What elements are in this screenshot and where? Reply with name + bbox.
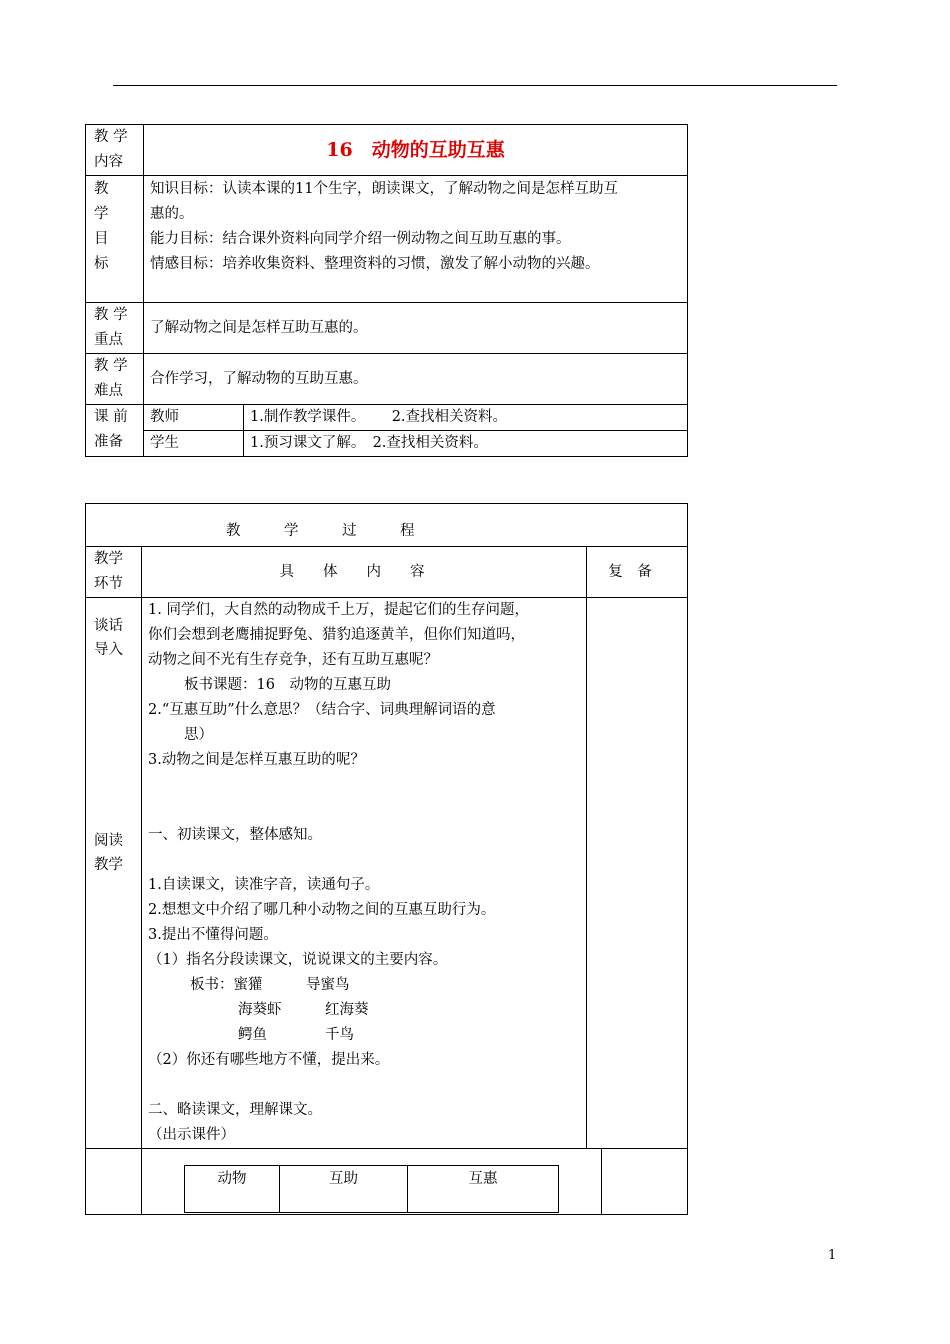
key-text: 了解动物之间是怎样互助互惠的。 (144, 303, 688, 354)
stage-cell-empty (86, 1149, 142, 1215)
difficulty-label: 教 学 难点 (86, 354, 144, 405)
lesson-title: 16 动物的互助互惠 (144, 125, 688, 176)
content-cell (142, 598, 587, 1149)
prep-label: 课 前 准备 (86, 405, 144, 457)
key-label: 教 学 重点 (86, 303, 144, 354)
difficulty-text: 合作学习，了解动物的互助互惠。 (144, 354, 688, 405)
content-label: 教 学 内容 (86, 125, 144, 176)
content-line: 2.“互惠互助”什么意思？（结合字、词典理解词语的意 (148, 702, 496, 718)
content-line: 1. 同学们，大自然的动物成千上万，提起它们的生存问题， (148, 602, 529, 618)
content-line: 一、初读课文，整体感知。 (148, 827, 322, 843)
goals-label (86, 176, 144, 303)
content-line: 板书课题：16 动物的互惠互助 (184, 677, 391, 693)
animal-table (184, 1165, 559, 1213)
teacher-text: 1.制作教学课件。 2.查找相关资料。 (244, 405, 688, 431)
review-cell (587, 598, 688, 1149)
content-line: 思） (184, 727, 213, 743)
goal-line: 知识目标：认读本课的11个生字，朗读课文，了解动物之间是怎样互助互 (150, 181, 618, 197)
header-rule (113, 85, 837, 86)
student-label: 学生 (144, 431, 244, 457)
inner-table-cell (142, 1149, 602, 1215)
process-table (85, 503, 688, 1215)
process-heading: 教 学 过 程 (86, 504, 688, 547)
content-line: 鳄鱼 千鸟 (238, 1027, 354, 1043)
content-line: 2.想想文中介绍了哪几种小动物之间的互惠互助行为。 (148, 902, 496, 918)
goal-line: 能力目标：结合课外资料向同学介绍一例动物之间互助互惠的事。 (150, 231, 571, 247)
content-line: 板书：蜜獾 导蜜鸟 (190, 977, 350, 993)
content-line: （1）指名分段读课文，说说课文的主要内容。 (148, 952, 448, 968)
page-number: 1 (828, 1248, 837, 1263)
content-line: 你们会想到老鹰捕捉野兔、猎豹追逐黄羊，但你们知道吗， (148, 627, 525, 643)
animal-table-header: 互助 (280, 1166, 408, 1213)
content-line: 海葵虾 红海葵 (238, 1002, 369, 1018)
content-line: 二、略读课文，理解课文。 (148, 1102, 322, 1118)
stage-reading: 阅读教学 (94, 833, 123, 873)
col-content-header: 具 体 内 容 (142, 547, 587, 598)
content-line: 3.动物之间是怎样互惠互助的呢？ (148, 752, 365, 768)
student-text: 1.预习课文了解。 2.查找相关资料。 (244, 431, 688, 457)
content-line: 3.提出不懂得问题。 (148, 927, 278, 943)
goal-line: 惠的。 (150, 206, 194, 222)
animal-table-header: 动物 (185, 1166, 280, 1213)
animal-table-header: 互惠 (408, 1166, 559, 1213)
goal-line: 情感目标：培养收集资料、整理资料的习惯，激发了解小动物的兴趣。 (150, 256, 600, 272)
col-stage-header: 教学环节 (86, 547, 142, 598)
col-review-header: 复 备 (587, 547, 688, 598)
goals-label-text: 教学目标 (94, 181, 109, 272)
goals-cell (144, 176, 688, 303)
content-line: 1.自读课文，读准字音，读通句子。 (148, 877, 380, 893)
teacher-label: 教师 (144, 405, 244, 431)
content-line: （2）你还有哪些地方不懂，提出来。 (148, 1052, 390, 1068)
review-cell-empty (602, 1149, 688, 1215)
content-line: 动物之间不光有生存竞争，还有互助互惠呢？ (148, 652, 438, 668)
lesson-info-table (85, 124, 688, 457)
stage-talk-intro: 谈话导入 (94, 618, 123, 658)
content-line: （出示课件） (148, 1127, 235, 1143)
stage-cell (86, 598, 142, 1149)
